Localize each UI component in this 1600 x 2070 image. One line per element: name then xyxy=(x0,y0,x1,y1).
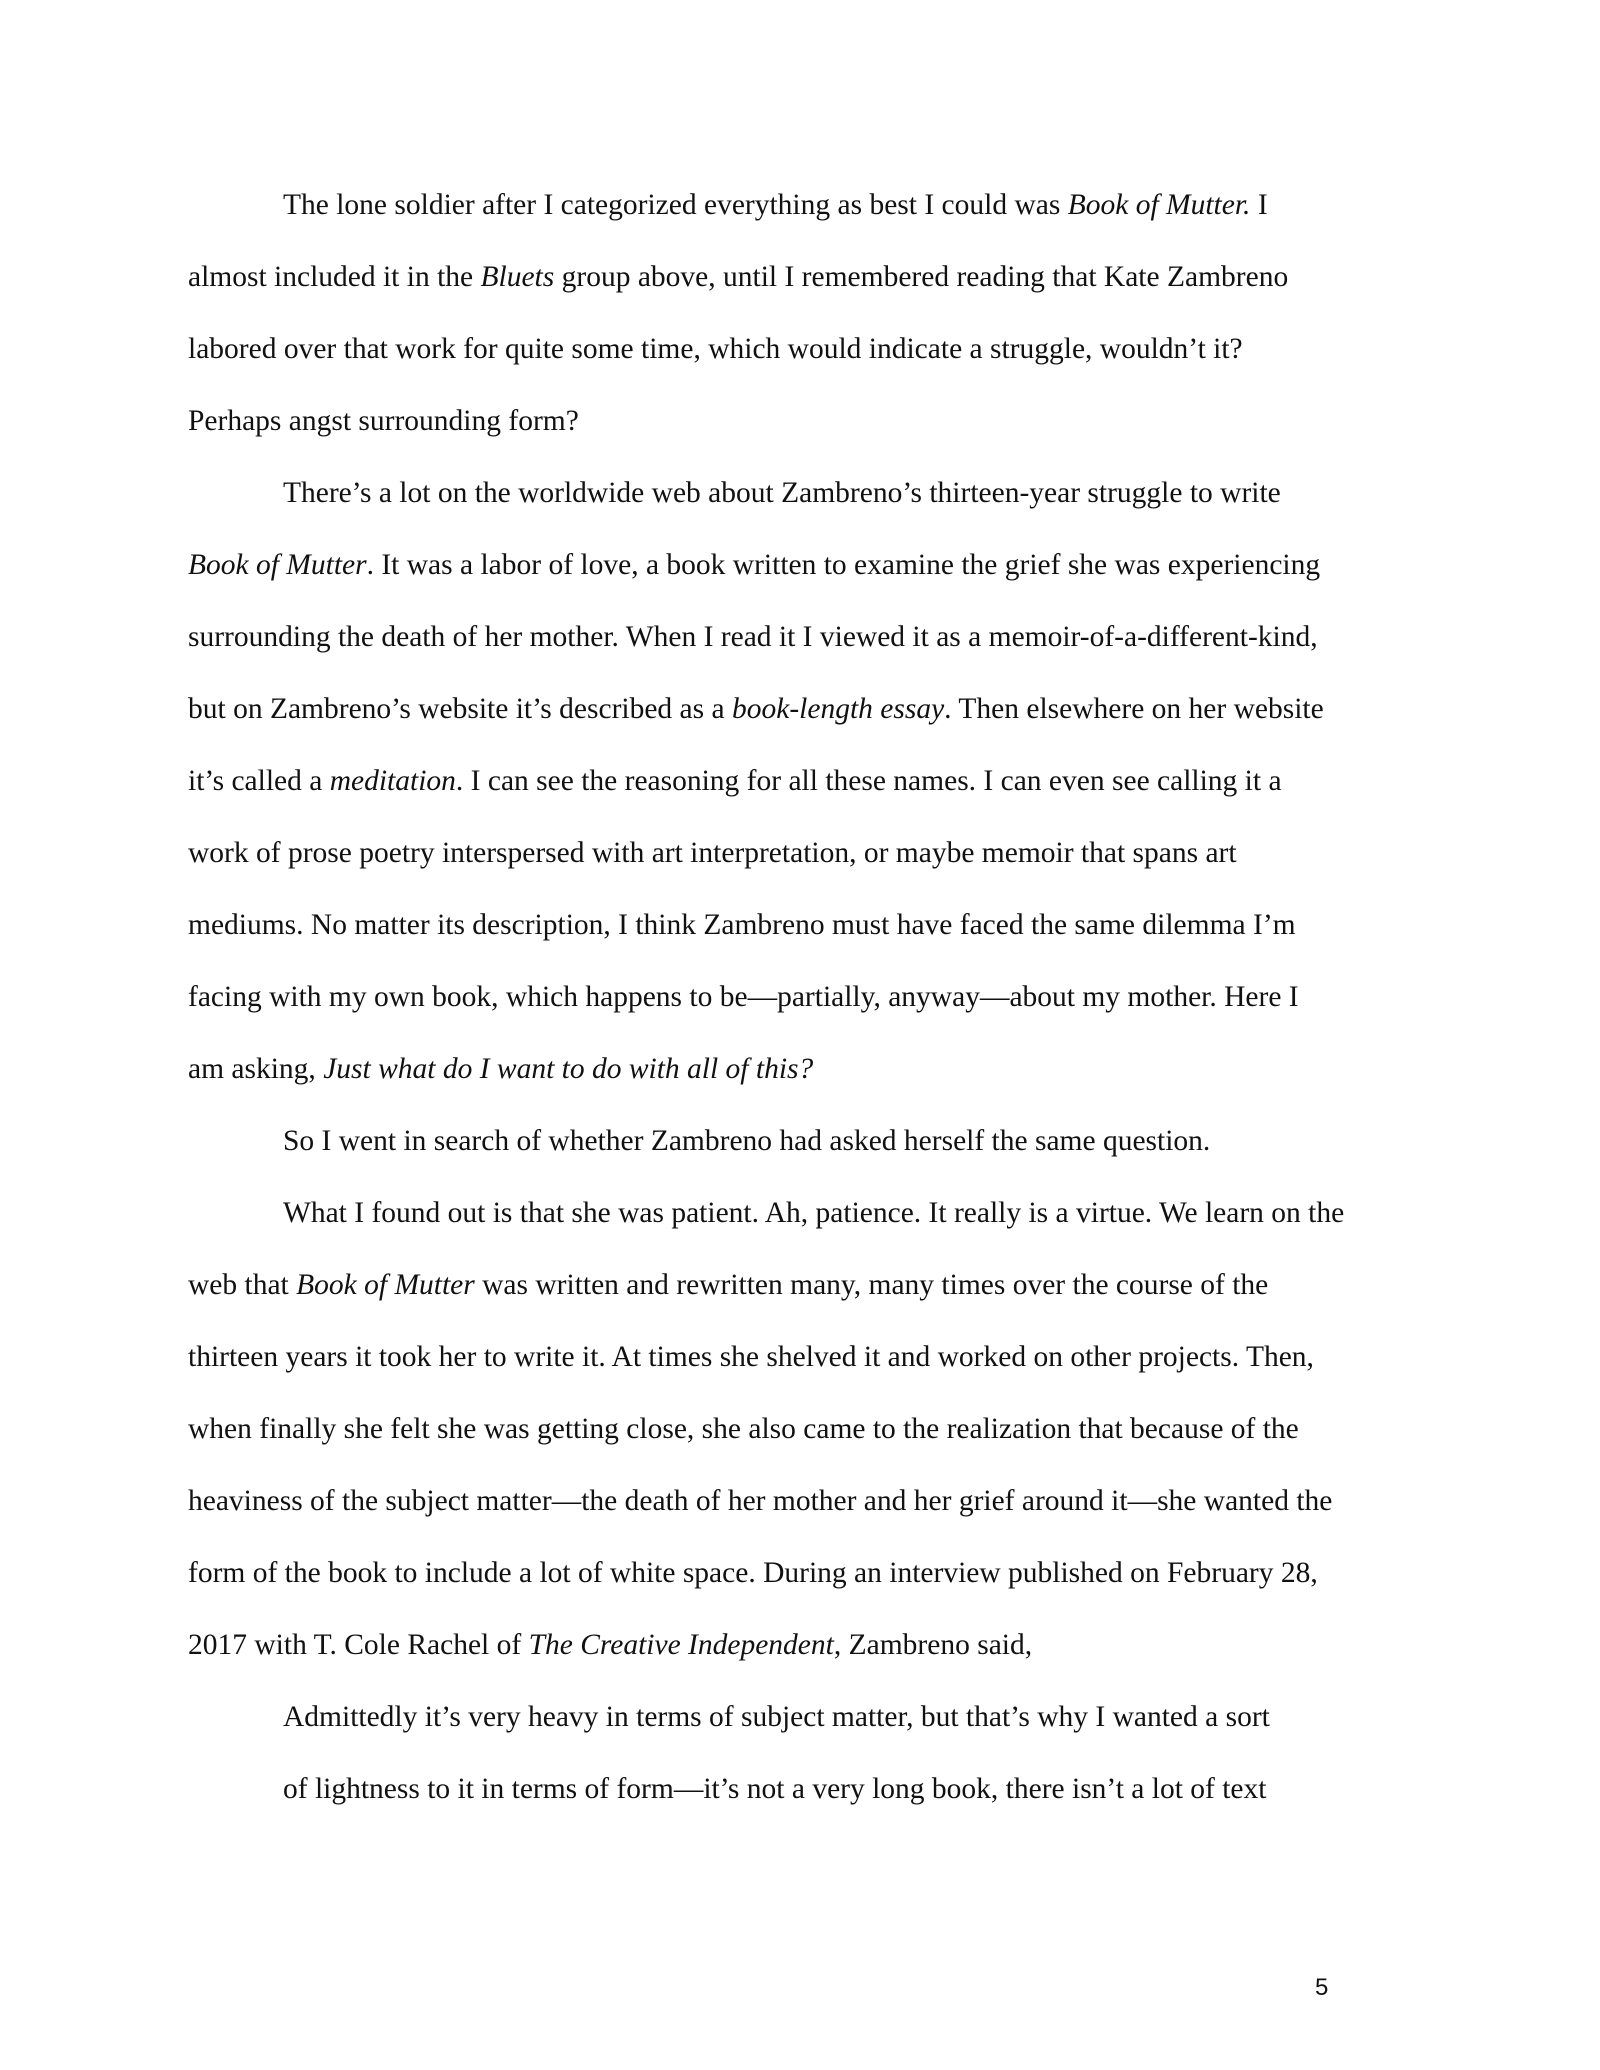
text-run: almost included it in the xyxy=(188,261,481,293)
paragraph-1-line-3 xyxy=(188,335,1243,365)
text-run: What I found out is that she was patient. Ah, patience. It really is a virtue. We learn on the xyxy=(283,1197,1345,1229)
text-run: work of prose poetry interspersed with art interpretation, or maybe memoir that spans art xyxy=(188,837,1237,869)
italic-text: Book of Mutter xyxy=(188,549,367,581)
text-run: heaviness of the subject matter—the death of her mother and her grief around it—she wanted the xyxy=(188,1485,1333,1517)
paragraph-2-line-7 xyxy=(188,911,1296,941)
paragraph-2-line-4 xyxy=(188,695,1324,725)
paragraph-2-line-9 xyxy=(188,1055,813,1085)
text-run: Admittedly it’s very heavy in terms of subject matter, but that’s why I wanted a sort xyxy=(283,1701,1270,1733)
paragraph-4-line-4 xyxy=(188,1415,1299,1445)
text-run: was written and rewritten many, many times over the course of the xyxy=(474,1269,1269,1301)
italic-text: Bluets xyxy=(480,261,555,293)
page-number: 5 xyxy=(1315,1974,1329,2001)
paragraph-4-line-5 xyxy=(188,1487,1332,1517)
text-run: . I can see the reasoning for all these names. I can even see calling it a xyxy=(455,765,1282,797)
block-quote-line-1 xyxy=(283,1703,1270,1733)
text-run: am asking, xyxy=(188,1053,324,1085)
text-run: . It was a labor of love, a book written to examine the grief she was experiencing xyxy=(366,549,1321,581)
text-run: . Then elsewhere on her website xyxy=(944,693,1324,725)
paragraph-1-line-1 xyxy=(283,191,1268,221)
paragraph-2-line-2 xyxy=(188,551,1320,581)
text-run: labored over that work for quite some time, which would indicate a struggle, wouldn’t it? xyxy=(188,333,1243,365)
text-run: web that xyxy=(188,1269,297,1301)
paragraph-2-line-6 xyxy=(188,839,1237,869)
paragraph-4-line-1 xyxy=(283,1199,1344,1229)
text-run: thirteen years it took her to write it. At times she shelved it and worked on other projects. Then, xyxy=(188,1341,1314,1373)
text-run: of lightness to it in terms of form—it’s not a very long book, there isn’t a lot of text xyxy=(283,1773,1267,1805)
paragraph-2-line-1 xyxy=(283,479,1281,509)
paragraph-4-line-7 xyxy=(188,1631,1032,1661)
text-run: it’s called a xyxy=(188,765,330,797)
paragraph-4-line-6 xyxy=(188,1559,1318,1589)
paragraph-1-line-2 xyxy=(188,263,1288,293)
paragraph-4-line-2 xyxy=(188,1271,1268,1301)
text-run: 2017 with T. Cole Rachel of xyxy=(188,1629,529,1661)
text-run: , Zambreno said, xyxy=(833,1629,1033,1661)
paragraph-2-line-3 xyxy=(188,623,1318,653)
italic-text: book-length essay xyxy=(731,693,945,725)
paragraph-2-line-8 xyxy=(188,983,1299,1013)
text-run: I xyxy=(1250,189,1268,221)
text-run: Perhaps angst surrounding form? xyxy=(188,405,579,437)
text-run: group above, until I remembered reading that Kate Zambreno xyxy=(554,261,1289,293)
text-run: surrounding the death of her mother. When I read it I viewed it as a memoir-of-a-different-kind, xyxy=(188,621,1318,653)
italic-text: The Creative Independent xyxy=(528,1629,834,1661)
text-run: facing with my own book, which happens to be—partially, anyway—about my mother. Here I xyxy=(188,981,1299,1013)
text-run: when finally she felt she was getting close, she also came to the realization that because of the xyxy=(188,1413,1299,1445)
text-run: but on Zambreno’s website it’s described as a xyxy=(188,693,732,725)
block-quote-line-2 xyxy=(283,1775,1266,1805)
text-run: form of the book to include a lot of white space. During an interview published on February 28, xyxy=(188,1557,1318,1589)
text-run: mediums. No matter its description, I think Zambreno must have faced the same dilemma I’m xyxy=(188,909,1296,941)
italic-text: Book of Mutter xyxy=(296,1269,475,1301)
text-run: There’s a lot on the worldwide web about Zambreno’s thirteen-year struggle to write xyxy=(283,477,1281,509)
text-run: The lone soldier after I categorized everything as best I could was xyxy=(283,189,1068,221)
paragraph-2-line-5 xyxy=(188,767,1282,797)
italic-text: meditation xyxy=(329,765,456,797)
italic-text: Just what do I want to do with all of this? xyxy=(323,1053,814,1085)
paragraph-1-line-4 xyxy=(188,407,579,437)
italic-text: Book of Mutter. xyxy=(1067,189,1251,221)
paragraph-4-line-3 xyxy=(188,1343,1314,1373)
paragraph-3-line-1 xyxy=(283,1127,1210,1157)
text-run: So I went in search of whether Zambreno had asked herself the same question. xyxy=(283,1125,1211,1157)
